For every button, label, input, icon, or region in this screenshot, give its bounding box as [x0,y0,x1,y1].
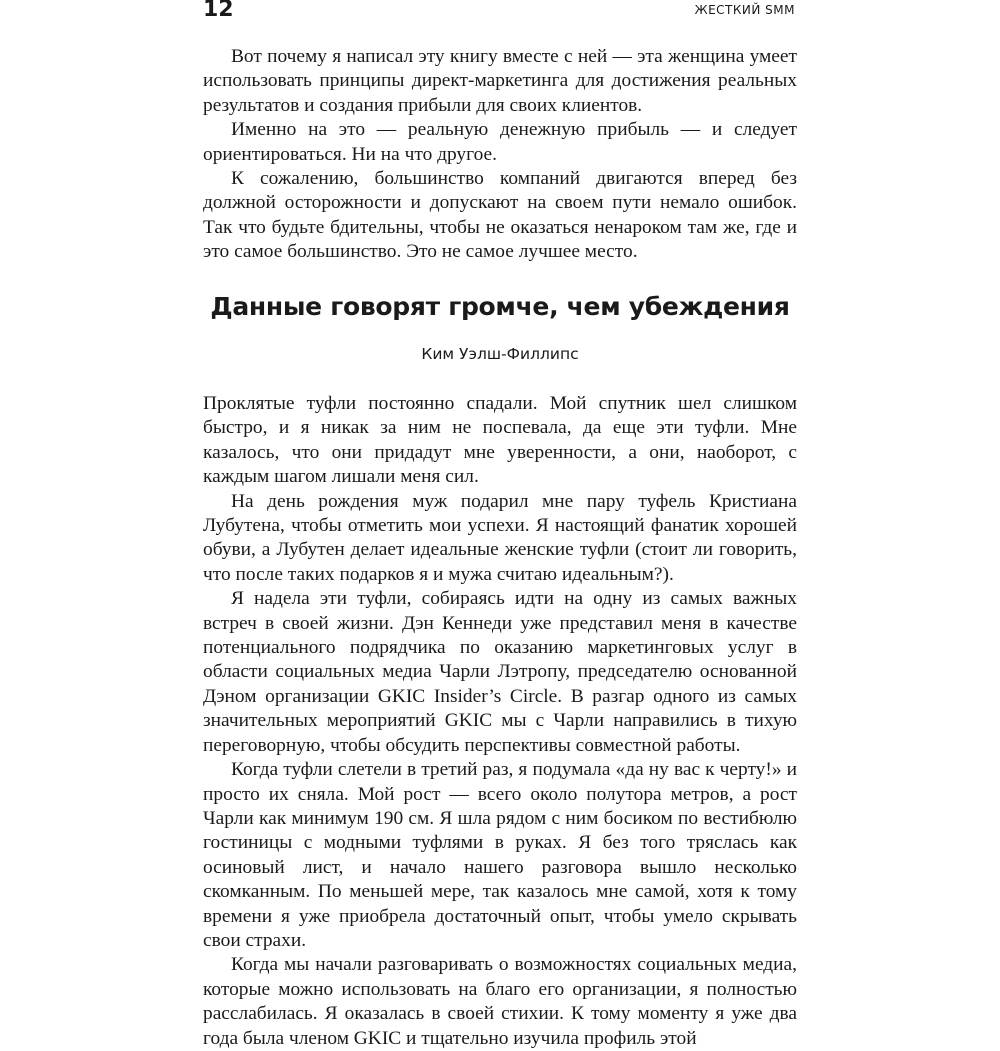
running-head-title: ЖЕСТКИЙ SMM [694,3,795,17]
section-title: Данные говорят громче, чем убеждения [210,292,790,321]
intro-text-block [203,45,797,265]
section-author: Ким Уэлш-Филлипс [421,345,579,363]
intro-paragraph: К сожалению, большинство компаний двигаются вперед без должной осторожности и допускают на своем пути немало ошибок. Так что будьте бдительны, чтобы не оказаться ненароком там же, где и это самое большинство. Это не самое лучшее место. [203,168,797,263]
chapter-text-block [203,392,797,1049]
intro-paragraph: Вот почему я написал эту книгу вместе с ней — эта женщина умеет использовать принципы директ-маркетинга для достижения реальных результатов и создания прибыли для своих клиентов. [203,46,797,116]
chapter-paragraph: Когда мы начали разговаривать о возможностях социальных медиа, которые можно использовать на благо его организации, я полностью расслабилась. Я оказалась в своей стихии. К тому моменту я уже два года была членом GKIC и тщательно изучила профиль этой [203,954,797,1049]
page-number: 12 [203,0,234,22]
intro-paragraph: Именно на это — реальную денежную прибыль — и следует ориентироваться. Ни на что другое. [203,119,797,165]
chapter-paragraph: Проклятые туфли постоянно спадали. Мой спутник шел слишком быстро, и я никак за ним не поспевала, да еще эти туфли. Мне казалось, что они придадут мне уверенности, а они, наоборот, с каждым шагом лишали меня сил. [203,393,797,488]
chapter-paragraph: На день рождения муж подарил мне пару туфель Кристиана Лубутена, чтобы отметить мои успехи. Я настоящий фанатик хорошей обуви, а Лубутен делает идеальные женские туфли (стоит ли говорить, что после таких подарков я и мужа считаю идеальным?). [203,490,797,585]
chapter-paragraph: Когда туфли слетели в третий раз, я подумала «да ну вас к черту!» и просто их сняла. Мой рост — всего около полутора метров, а рост Чарли как минимум 190 см. Я шла рядом с ним босиком по вестибюлю гостиницы с модными туфлями в руках. Я без того тряслась как осиновый лист, и начало нашего разговора вышло несколько скомканным. По меньшей мере, так казалось мне самой, хотя к тому времени я уже приобрела достаточный опыт, чтобы умело скрывать свои страхи. [203,759,797,951]
chapter-paragraph: Я надела эти туфли, собираясь идти на одну из самых важных встреч в своей жизни. Дэн Кеннеди уже представил меня в качестве потенциального подрядчика по оказанию маркетинговых услуг в области социальных медиа Чарли Лэтропу, председателю основанной Дэном организации GKIC Insider’s Circle. В разгар одного из самых значительных мероприятий GKIC мы с Чарли направились в тихую переговорную, чтобы обсудить перспективы совместной работы. [203,588,797,756]
